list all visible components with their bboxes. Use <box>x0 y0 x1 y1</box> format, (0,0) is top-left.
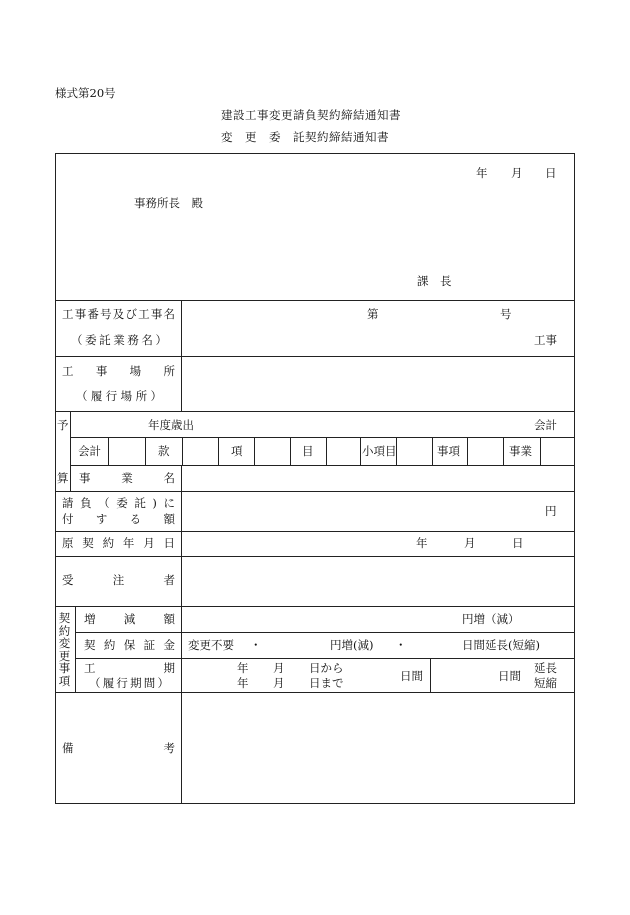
period-extend: 延長 <box>534 661 557 675</box>
period-to-day: 日まで <box>309 676 344 690</box>
project-number-suffix: 号 <box>500 307 512 321</box>
period-days: 日間 <box>400 669 423 683</box>
document-title: 建設工事変更請負契約締結通知書 <box>221 108 401 122</box>
original-date-day: 日 <box>512 536 524 550</box>
project-work-suffix: 工事 <box>534 333 557 347</box>
period-to-month: 月 <box>273 676 285 690</box>
budget-cell-account: 会計 <box>78 444 101 458</box>
period-label: 工 期 <box>84 661 175 675</box>
budget-account-total: 会計 <box>534 418 557 432</box>
amount-unit: 円 <box>545 504 557 518</box>
project-name-label: 工 事 番 号 及 び 工 事 名 <box>62 307 175 321</box>
original-date-label: 原 契 約 年 月 日 <box>62 536 175 550</box>
location-sublabel: （ 履 行 場 所 ） <box>76 389 162 403</box>
budget-project-name-label: 事 業 名 <box>79 471 175 485</box>
document-title-alt: 変 更 委 託契約締結通知書 <box>221 130 389 144</box>
date-year: 年 <box>476 166 488 180</box>
guarantee-yen: 円増(減) <box>330 638 374 652</box>
period-change-days: 日間 <box>498 669 521 683</box>
budget-cell-kou: 項 <box>231 444 243 458</box>
original-date-year: 年 <box>416 536 428 550</box>
budget-cell-business: 事業 <box>509 444 532 458</box>
period-from-month: 月 <box>273 661 285 675</box>
period-sublabel: （ 履 行 期 間 ） <box>89 676 169 690</box>
amount-label-line2: 付 す る 額 <box>62 512 175 526</box>
budget-cell-subitem: 小項目 <box>362 444 397 458</box>
budget-side-label-top: 予 <box>57 418 69 432</box>
guarantee-days: 日間延長(短縮) <box>462 638 540 652</box>
original-date-month: 月 <box>464 536 476 550</box>
increase-label: 増 減 額 <box>84 612 175 626</box>
period-from-day: 日から <box>309 661 344 675</box>
budget-fiscal: 年度歳出 <box>148 418 194 432</box>
form-number: 様式第20号 <box>55 86 116 100</box>
budget-cell-moku: 目 <box>302 444 314 458</box>
remarks-label: 備 考 <box>62 741 175 755</box>
period-shorten: 短縮 <box>534 676 557 690</box>
guarantee-dot-2: ・ <box>395 638 407 652</box>
section-chief: 課 長 <box>417 274 452 288</box>
guarantee-label: 契 約 保 証 金 <box>84 638 175 652</box>
changes-side-label: 契 約 変 更 事 項 <box>58 611 71 688</box>
increase-value: 円増（減） <box>462 612 520 626</box>
date-day: 日 <box>545 166 557 180</box>
guarantee-none: 変更不要 <box>188 638 234 652</box>
budget-cell-kan: 款 <box>158 444 170 458</box>
contractor-label: 受 注 者 <box>62 573 175 587</box>
date-month: 月 <box>511 166 523 180</box>
period-from-year: 年 <box>237 661 249 675</box>
budget-side-label-bottom: 算 <box>57 471 69 485</box>
location-label: 工 事 場 所 <box>62 364 175 378</box>
amount-label-line1: 請 負 （ 委 託 ) に <box>62 496 175 510</box>
project-name-sublabel: （ 委 託 業 務 名 ） <box>71 333 167 347</box>
budget-cell-matter: 事項 <box>437 444 460 458</box>
guarantee-dot-1: ・ <box>250 638 262 652</box>
addressee: 事務所長 殿 <box>134 196 203 210</box>
period-to-year: 年 <box>237 676 249 690</box>
project-number-prefix: 第 <box>367 307 379 321</box>
